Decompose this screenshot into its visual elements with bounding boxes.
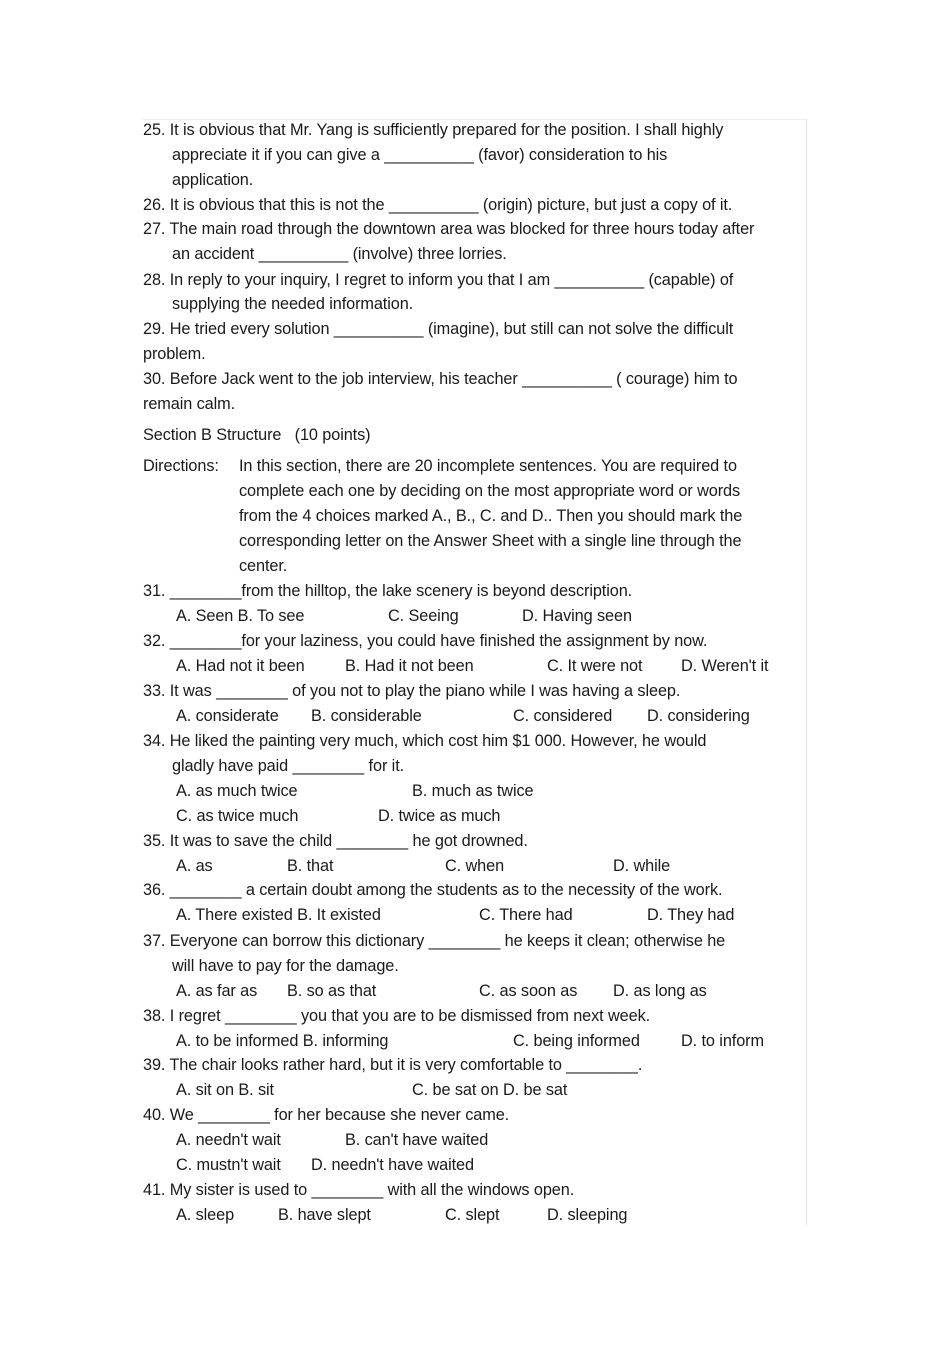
answer-option: D. needn't have waited	[311, 1156, 474, 1174]
answer-option: B. so as that	[287, 982, 377, 1000]
directions-label: Directions:	[143, 457, 219, 475]
answer-option: B. can't have waited	[345, 1131, 489, 1149]
answer-option: A. Had not it been	[176, 657, 305, 675]
directions-line: In this section, there are 20 incomplete sentences. You are required to	[239, 457, 737, 475]
question-line: 38. I regret ________ you that you are to be dismissed from next week.	[143, 1007, 651, 1025]
directions-line: from the 4 choices marked A., B., C. and D.. Then you should mark the	[239, 507, 743, 525]
question-line: 26. It is obvious that this is not the __________ (origin) picture, but just a copy of it.	[143, 196, 733, 214]
question-line: remain calm.	[143, 395, 235, 413]
answer-option: C. as twice much	[176, 807, 299, 825]
question-line: 41. My sister is used to ________ with all the windows open.	[143, 1181, 575, 1199]
answer-option: A. as far as	[176, 982, 258, 1000]
question-line: 30. Before Jack went to the job interview, his teacher __________ ( courage) him to	[143, 370, 738, 388]
question-line: 28. In reply to your inquiry, I regret to inform you that I am __________ (capable) of	[143, 271, 734, 289]
question-line: 36. ________ a certain doubt among the students as to the necessity of the work.	[143, 881, 723, 899]
answer-option: B. considerable	[311, 707, 422, 725]
question-line: 34. He liked the painting very much, which cost him $1 000. However, he would	[143, 732, 707, 750]
question-line: supplying the needed information.	[172, 295, 414, 313]
question-line: 29. He tried every solution __________ (imagine), but still can not solve the difficult	[143, 320, 734, 338]
question-line: an accident __________ (involve) three lorries.	[172, 245, 507, 263]
answer-option: C. mustn't wait	[176, 1156, 281, 1174]
answer-option: D. considering	[647, 707, 750, 725]
answer-option: C. It were not	[547, 657, 643, 675]
answer-option: D. sleeping	[547, 1206, 628, 1224]
answer-option: C. slept	[445, 1206, 500, 1224]
answer-option: C. considered	[513, 707, 613, 725]
answer-option: D. while	[613, 857, 671, 875]
answer-option: C. when	[445, 857, 505, 875]
question-line: 35. It was to save the child ________ he got drowned.	[143, 832, 528, 850]
answer-option: D. twice as much	[378, 807, 501, 825]
question-line: 33. It was ________ of you not to play the piano while I was having a sleep.	[143, 682, 681, 700]
answer-option: B. much as twice	[412, 782, 534, 800]
question-line: 31. ________from the hilltop, the lake scenery is beyond description.	[143, 582, 633, 600]
question-line: appreciate it if you can give a __________ (favor) consideration to his	[172, 146, 668, 164]
answer-option: D. to inform	[681, 1032, 764, 1050]
answer-option: B. that	[287, 857, 334, 875]
answer-option: D. Having seen	[522, 607, 632, 625]
answer-option: D. They had	[647, 906, 735, 924]
question-line: 37. Everyone can borrow this dictionary ________ he keeps it clean; otherwise he	[143, 932, 726, 950]
answer-option: A. as much twice	[176, 782, 298, 800]
answer-option: C. as soon as	[479, 982, 578, 1000]
question-line: gladly have paid ________ for it.	[172, 757, 405, 775]
page-right-border	[806, 119, 807, 1225]
answer-option: A. considerate	[176, 707, 279, 725]
answer-option: A. to be informed B. informing	[176, 1032, 389, 1050]
question-line: 25. It is obvious that Mr. Yang is sufficiently prepared for the position. I shall highly	[143, 121, 724, 139]
directions-line: corresponding letter on the Answer Sheet with a single line through the	[239, 532, 742, 550]
answer-option: C. Seeing	[388, 607, 459, 625]
answer-option: A. sleep	[176, 1206, 235, 1224]
answer-option: A. as	[176, 857, 213, 875]
question-line: 27. The main road through the downtown area was blocked for three hours today after	[143, 220, 755, 238]
section-title: Section B Structure (10 points)	[143, 426, 371, 444]
answer-option: A. Seen B. To see	[176, 607, 305, 625]
question-line: 40. We ________ for her because she never came.	[143, 1106, 510, 1124]
answer-option: B. have slept	[278, 1206, 371, 1224]
directions-line: center.	[239, 557, 288, 575]
answer-option: D. as long as	[613, 982, 707, 1000]
directions-line: complete each one by deciding on the most appropriate word or words	[239, 482, 741, 500]
answer-option: A. sit on B. sit	[176, 1081, 274, 1099]
question-line: 32. ________for your laziness, you could have finished the assignment by now.	[143, 632, 708, 650]
answer-option: C. There had	[479, 906, 573, 924]
answer-option: B. Had it not been	[345, 657, 474, 675]
answer-option: C. being informed	[513, 1032, 640, 1050]
question-line: will have to pay for the damage.	[172, 957, 399, 975]
question-line: 39. The chair looks rather hard, but it is very comfortable to ________.	[143, 1056, 643, 1074]
answer-option: A. needn't wait	[176, 1131, 281, 1149]
answer-option: D. Weren't it	[681, 657, 769, 675]
question-line: problem.	[143, 345, 206, 363]
answer-option: A. There existed B. It existed	[176, 906, 381, 924]
answer-option: C. be sat on D. be sat	[412, 1081, 568, 1099]
question-line: application.	[172, 171, 254, 189]
